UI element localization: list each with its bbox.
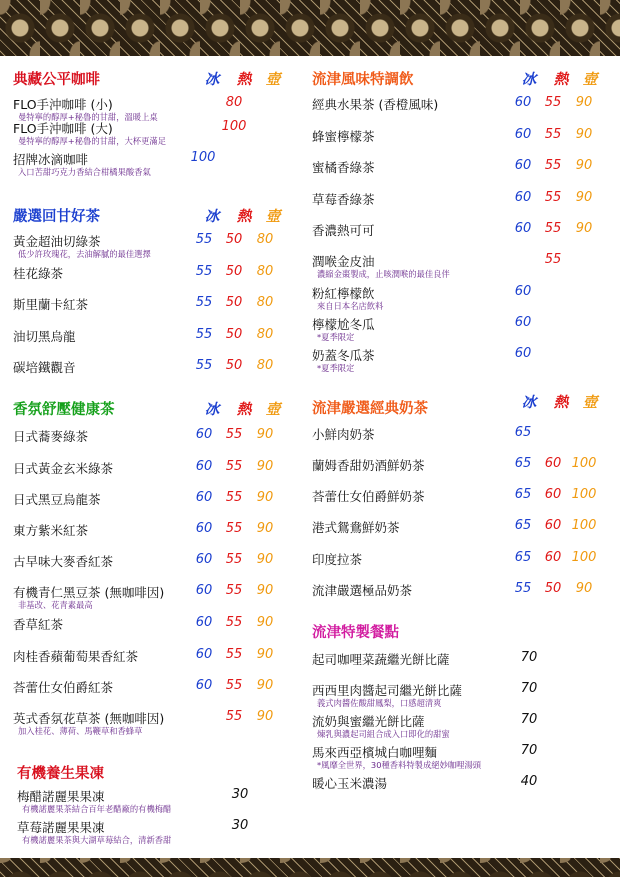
price-ice: 60 (514, 221, 532, 236)
price-ice: 60 (514, 315, 532, 330)
menu-item-name: 桂花綠茶 (13, 266, 64, 281)
menu-item-name: 潤喉金皮油 (312, 254, 375, 269)
price-hot: 55 (225, 615, 243, 630)
menu-item-name: 碳培鐵觀音 (13, 360, 76, 375)
price-pot: 90 (256, 427, 274, 442)
menu-item-name: 草莓諾麗果果凍 (17, 820, 105, 835)
menu-item-name: 斯里蘭卡紅茶 (13, 297, 89, 312)
price-pot: 90 (575, 95, 593, 110)
price-hot: 55 (544, 158, 562, 173)
price-pot: 100 (571, 518, 597, 533)
column-header-ice: 冰 (521, 72, 537, 88)
price-pot: 80 (256, 358, 274, 373)
price: 30 (231, 787, 249, 802)
price-hot: 50 (225, 232, 243, 247)
menu-item-name: 小鮮肉奶茶 (312, 427, 375, 442)
price-hot: 55 (544, 190, 562, 205)
menu-item-name: 蘭姆香甜奶酒鮮奶茶 (312, 458, 425, 473)
price-hot: 55 (225, 427, 243, 442)
menu-item-name: 香濃熱可可 (312, 223, 375, 238)
price: 70 (520, 743, 538, 758)
price-pot: 90 (256, 678, 274, 693)
menu-item-name: 暖心玉米濃湯 (312, 776, 388, 791)
price-pot: 90 (575, 581, 593, 596)
price-pot: 90 (256, 583, 274, 598)
menu-item-name: 荅蕾仕女伯爵紅茶 (13, 680, 114, 695)
price: 70 (520, 681, 538, 696)
menu-item-name: 肉桂香蘋葡萄果香紅茶 (13, 649, 139, 664)
price-ice: 60 (514, 127, 532, 142)
price-ice: 55 (195, 358, 213, 373)
price-ice: 55 (195, 232, 213, 247)
menu-item-description: 曼特寧的醇厚+秘魯的甘甜，大杯更滿足 (18, 136, 167, 146)
price-hot: 55 (544, 221, 562, 236)
menu-item-name: 流奶與蜜繼光餅比薩 (312, 714, 425, 729)
section-title-sweet-tea: 嚴選回甘好茶 (13, 209, 100, 225)
price-pot: 90 (256, 552, 274, 567)
price: 70 (520, 712, 538, 727)
price-pot: 100 (571, 550, 597, 565)
menu-item-description: 煉乳與濃起司組合成入口即化的甜蜜 (317, 729, 450, 739)
price-hot: 55 (225, 678, 243, 693)
price-pot: 90 (256, 615, 274, 630)
decorative-damask-border-top (0, 0, 620, 56)
price-ice: 65 (514, 456, 532, 471)
price-pot: 80 (256, 264, 274, 279)
price-ice: 60 (195, 615, 213, 630)
menu-item-description: 加入桂花、薄荷、馬鞭草和香蜂草 (18, 726, 143, 736)
price-hot: 50 (225, 327, 243, 342)
price-ice: 60 (195, 521, 213, 536)
price-ice: 60 (195, 459, 213, 474)
menu-item-name: 古早味大麥香紅茶 (13, 554, 114, 569)
column-header-hot: 熱 (236, 209, 252, 225)
price-ice: 60 (514, 95, 532, 110)
price-pot: 90 (256, 459, 274, 474)
menu-item-name: 日式蕎麥綠茶 (13, 429, 89, 444)
price-pot: 80 (256, 232, 274, 247)
menu-item-description: 低少許玫瑰花，去油解膩的最佳選擇 (18, 249, 151, 259)
menu-item-name: FLO手沖咖啡 (小) (13, 97, 113, 112)
price-hot: 55 (225, 490, 243, 505)
menu-item-name: 東方紫米紅茶 (13, 523, 89, 538)
column-header-ice: 冰 (521, 395, 537, 411)
price-ice: 65 (514, 550, 532, 565)
price-ice: 65 (514, 487, 532, 502)
menu-item-name: 粉紅檸檬飲 (312, 286, 375, 301)
price-hot: 55 (225, 552, 243, 567)
price-hot: 55 (544, 95, 562, 110)
price-hot: 55 (225, 647, 243, 662)
price-ice: 55 (514, 581, 532, 596)
price-ice: 60 (514, 190, 532, 205)
price-ice: 60 (195, 427, 213, 442)
section-title-milk-tea: 流津嚴選經典奶茶 (312, 401, 428, 417)
price-pot: 90 (256, 647, 274, 662)
menu-item-name: 荅蕾仕女伯爵鮮奶茶 (312, 489, 425, 504)
menu-item-name: 草莓香綠茶 (312, 192, 375, 207)
price-pot: 90 (256, 709, 274, 724)
price-hot: 55 (544, 127, 562, 142)
price-ice: 100 (190, 150, 216, 165)
menu-item-name: 香草紅茶 (13, 617, 64, 632)
decorative-damask-border-bottom (0, 858, 620, 877)
column-header-ice: 冰 (204, 72, 220, 88)
menu-item-description: *風靡全世界，30種香料特製成絕妙咖哩湯頭 (317, 760, 482, 770)
price-hot: 50 (544, 581, 562, 596)
price-hot: 60 (544, 456, 562, 471)
column-header-ice: 冰 (204, 402, 220, 418)
price-ice: 60 (195, 678, 213, 693)
menu-item-name: 日式黑豆烏龍茶 (13, 492, 101, 507)
menu-item-description: 濃縮金棗製成，止咳潤喉的最佳良伴 (317, 269, 450, 279)
menu-item-name: 英式香氛花草茶 (無咖啡因) (13, 711, 165, 726)
menu-item-description: 曼特寧的醇厚+秘魯的甘甜，溫暖上桌 (18, 112, 158, 122)
menu-item-name: 起司咖哩菜蔬繼光餅比薩 (312, 652, 450, 667)
column-header-pot: 壺 (265, 72, 281, 88)
column-header-hot: 熱 (236, 72, 252, 88)
price-pot: 80 (256, 295, 274, 310)
price-pot: 90 (256, 490, 274, 505)
price-pot: 100 (571, 456, 597, 471)
price-pot: 90 (575, 190, 593, 205)
column-header-hot: 熱 (553, 72, 569, 88)
price-ice: 60 (195, 552, 213, 567)
column-header-pot: 壺 (265, 402, 281, 418)
price-hot: 50 (225, 358, 243, 373)
price-ice: 60 (514, 346, 532, 361)
column-header-pot: 壺 (582, 395, 598, 411)
price-hot: 100 (221, 119, 247, 134)
menu-item-name: 奶蓋冬瓜茶 (312, 348, 375, 363)
column-header-pot: 壺 (265, 209, 281, 225)
menu-item-description: 非基改、花青素最高 (18, 600, 93, 610)
section-title-health-tea: 香氛舒壓健康茶 (13, 402, 115, 418)
section-title-coffee: 典藏公平咖啡 (13, 72, 100, 88)
menu-item-name: 蜜橘香綠茶 (312, 160, 375, 175)
price-pot: 90 (256, 521, 274, 536)
price: 40 (520, 774, 538, 789)
price-hot: 55 (225, 709, 243, 724)
price-hot: 50 (225, 264, 243, 279)
menu-item-name: 馬來西亞檳城白咖哩麵 (312, 745, 438, 760)
menu-item-name: 有機青仁黑豆茶 (無咖啡因) (13, 585, 165, 600)
price-hot: 55 (544, 252, 562, 267)
price-ice: 55 (195, 264, 213, 279)
section-title-food: 流津特製餐點 (312, 625, 399, 641)
menu-item-description: 來自日本名店飲料 (317, 301, 384, 311)
price-hot: 60 (544, 487, 562, 502)
column-header-hot: 熱 (553, 395, 569, 411)
menu-item-name: 西西里肉醬起司繼光餅比薩 (312, 683, 463, 698)
price-ice: 65 (514, 518, 532, 533)
price-ice: 60 (514, 284, 532, 299)
price-hot: 55 (225, 459, 243, 474)
section-title-flavor: 流津風味特調飲 (312, 72, 414, 88)
menu-item-name: 黃金超油切綠茶 (13, 234, 101, 249)
column-header-ice: 冰 (204, 209, 220, 225)
price-ice: 60 (195, 583, 213, 598)
price-ice: 60 (514, 158, 532, 173)
column-header-pot: 壺 (582, 72, 598, 88)
menu-item-name: 檸檬尬冬瓜 (312, 317, 375, 332)
menu-item-description: 義式肉醬佐酸甜鳳梨，口感超清爽 (317, 698, 442, 708)
menu-item-name: 日式黃金玄米綠茶 (13, 461, 114, 476)
price-hot: 55 (225, 521, 243, 536)
price-ice: 60 (195, 647, 213, 662)
menu-item-name: 流津嚴選極品奶茶 (312, 583, 413, 598)
price: 70 (520, 650, 538, 665)
price-hot: 60 (544, 550, 562, 565)
price-pot: 90 (575, 127, 593, 142)
menu-item-description: 有機諾麗果茶與大湖草莓結合，清新香甜 (22, 835, 172, 845)
price-pot: 80 (256, 327, 274, 342)
price-pot: 90 (575, 158, 593, 173)
menu-item-name: 梅醋諾麗果果凍 (17, 789, 105, 804)
column-header-hot: 熱 (236, 402, 252, 418)
menu-item-description: *夏季限定 (317, 332, 355, 342)
price-ice: 55 (195, 295, 213, 310)
menu-item-name: 招牌冰滴咖啡 (13, 152, 89, 167)
menu-item-description: 入口苦甜巧克力香結合柑橘果酸香氣 (18, 167, 151, 177)
menu-item-name: 港式鴛鴦鮮奶茶 (312, 520, 400, 535)
price-ice: 60 (195, 490, 213, 505)
menu-item-name: FLO手沖咖啡 (大) (13, 121, 113, 136)
price: 30 (231, 818, 249, 833)
price-pot: 90 (575, 221, 593, 236)
menu-item-description: 有機諾麗果茶結合百年老醋廠的有機梅醋 (22, 804, 172, 814)
section-title-jelly: 有機養生果凍 (17, 766, 104, 782)
menu-item-name: 印度拉茶 (312, 552, 363, 567)
price-hot: 80 (225, 95, 243, 110)
price-hot: 55 (225, 583, 243, 598)
price-ice: 55 (195, 327, 213, 342)
price-hot: 60 (544, 518, 562, 533)
menu-item-name: 蜂蜜檸檬茶 (312, 129, 375, 144)
menu-item-name: 經典水果茶 (香橙風味) (312, 97, 439, 112)
price-pot: 100 (571, 487, 597, 502)
price-hot: 50 (225, 295, 243, 310)
menu-item-description: *夏季限定 (317, 363, 355, 373)
price-ice: 65 (514, 425, 532, 440)
menu-item-name: 油切黑烏龍 (13, 329, 76, 344)
